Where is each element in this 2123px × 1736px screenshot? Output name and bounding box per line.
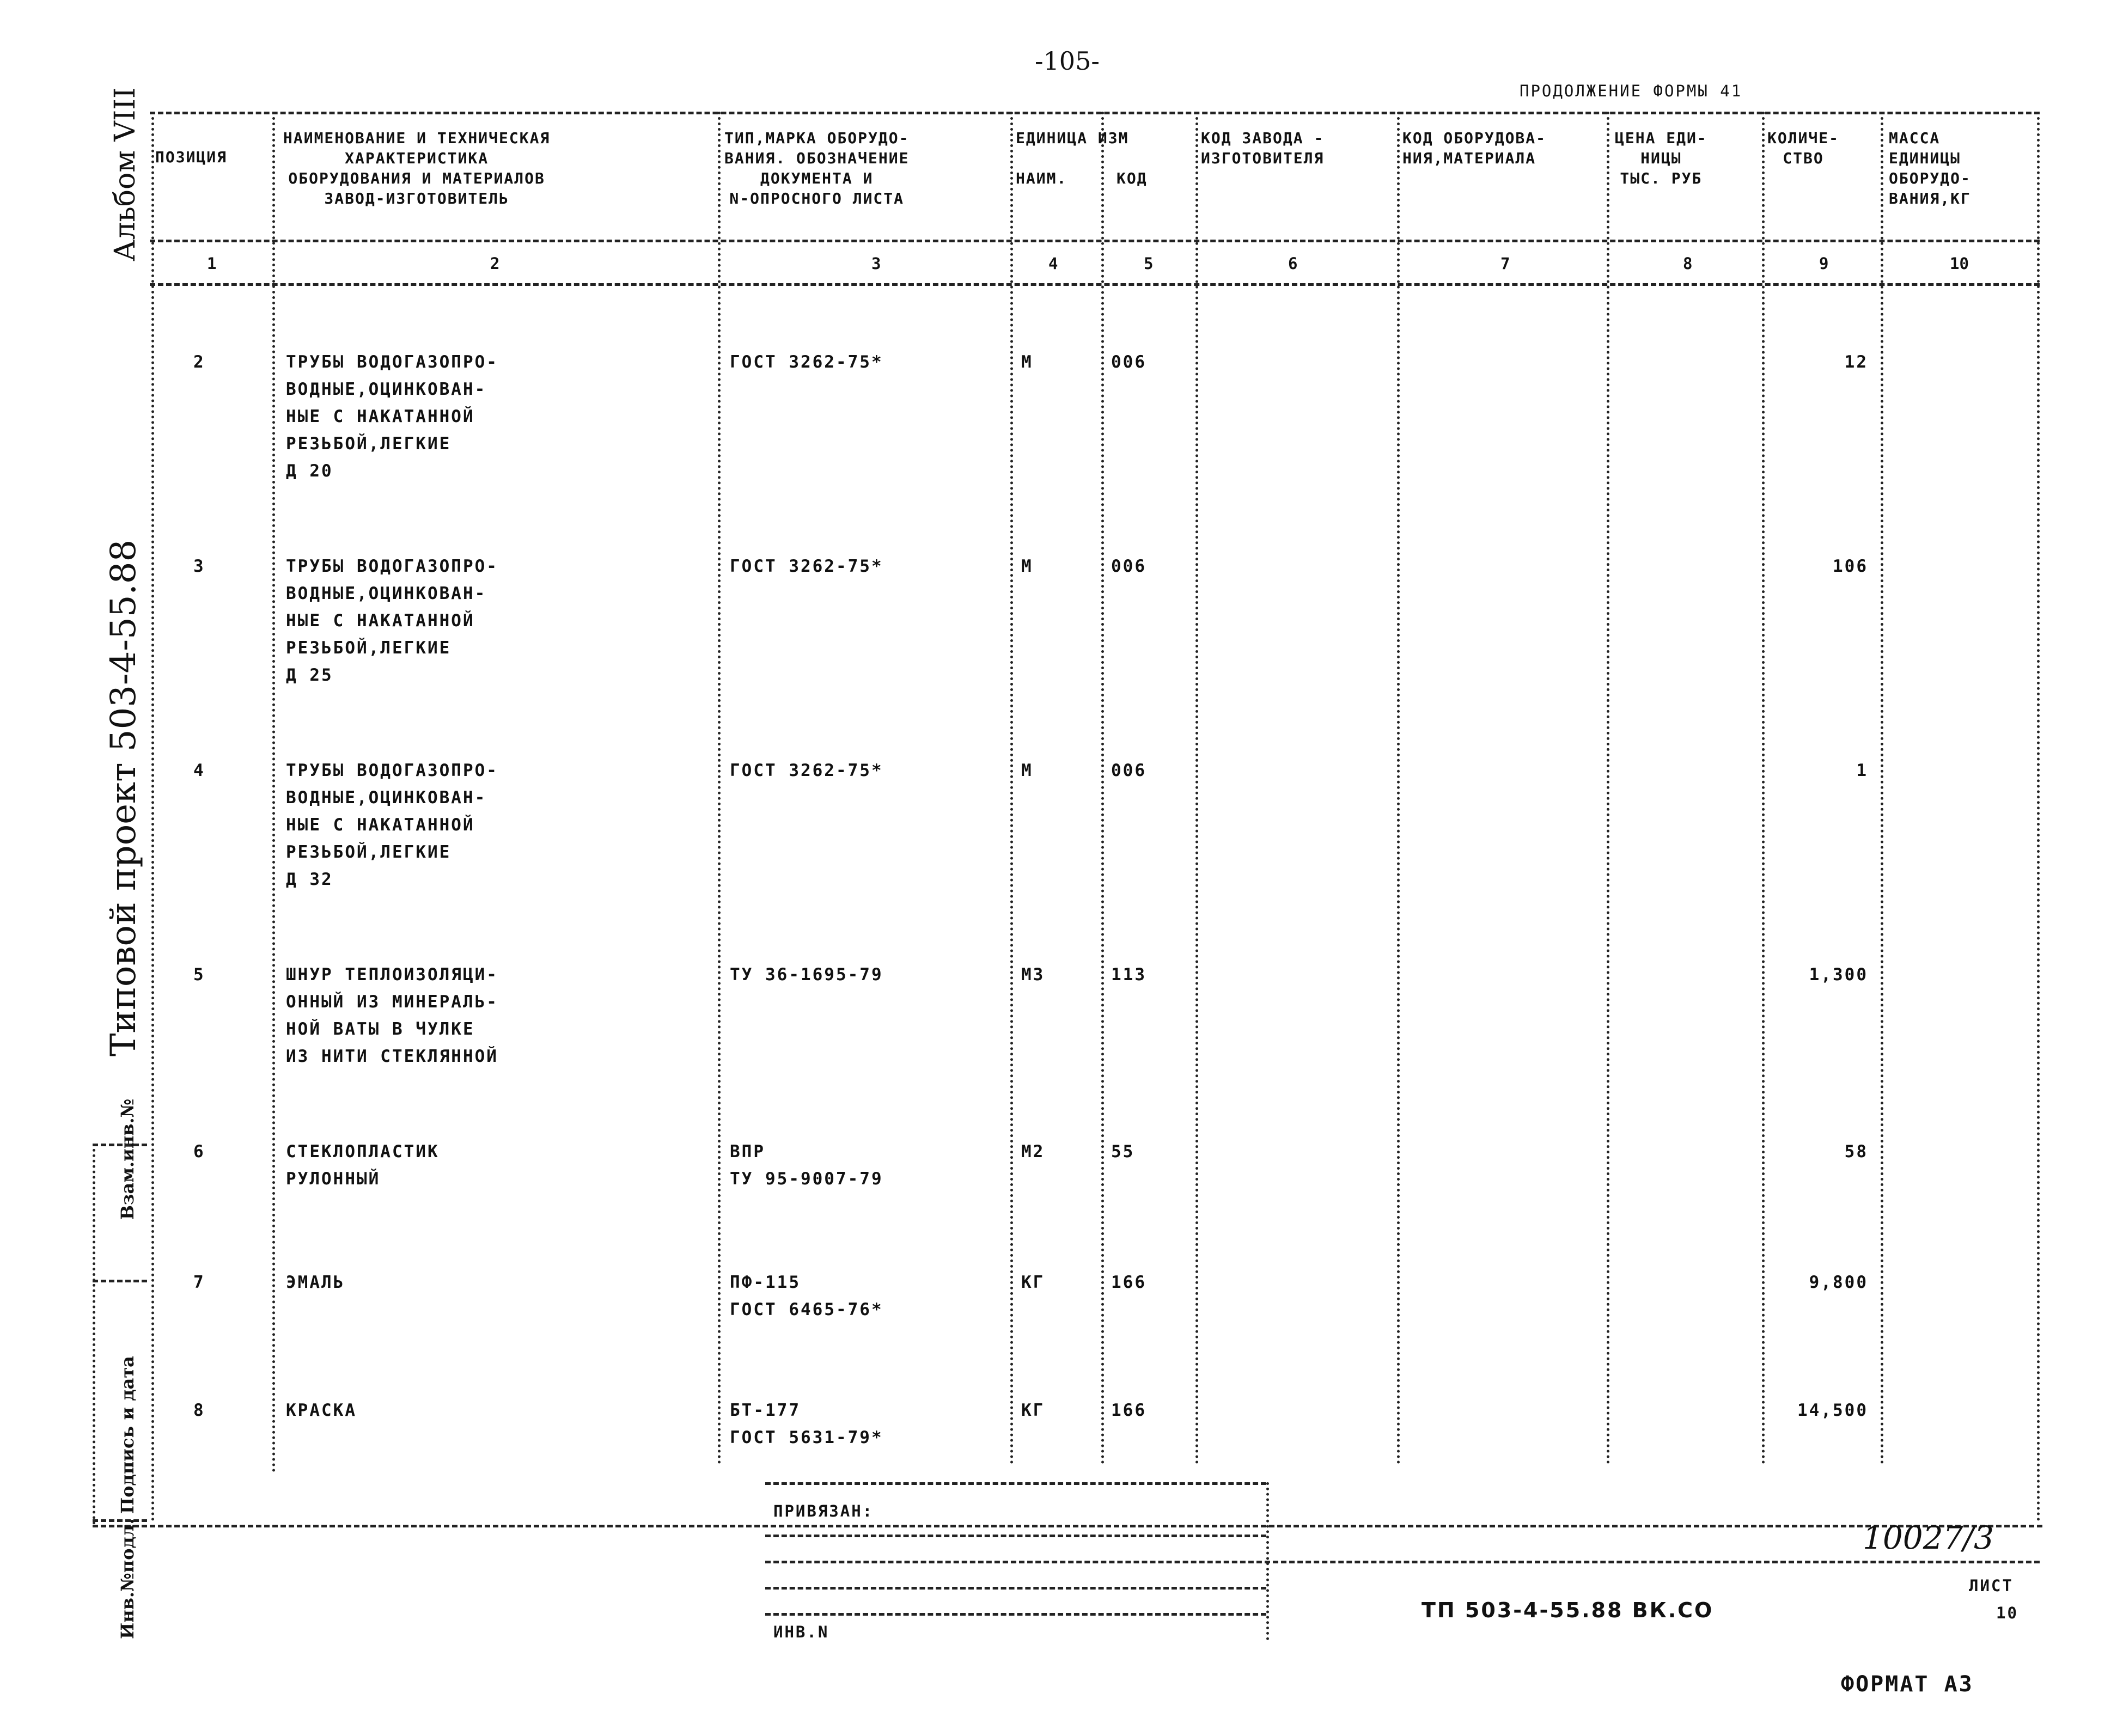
header-col-10: МАССА ЕДИНИЦЫ ОБОРУДО- ВАНИЯ,КГ [1889,129,1971,207]
row-unit: М [1021,761,1033,780]
row-unit: М [1021,557,1033,576]
row-pos: 7 [193,1273,205,1292]
header-col-2: НАИМЕНОВАНИЕ И ТЕХНИЧЕСКАЯ ХАРАКТЕРИСТИКА ОБОРУДОВАНИЯ И МАТЕРИАЛОВ ЗАВОД-ИЗГОТОВИТЕЛЬ [283,129,551,207]
header-col-3: ТИП,МАРКА ОБОРУДО- ВАНИЯ. ОБОЗНАЧЕНИЕ ДОКУМЕНТА И N-ОПРОСНОГО ЛИСТА [724,129,910,207]
row-name: СТЕКЛОПЛАСТИК РУЛОННЫЙ [286,1142,440,1189]
header-col-6: КОД ЗАВОДА - ИЗГОТОВИТЕЛЯ [1201,129,1325,167]
col-sep-5 [1101,112,1104,1465]
col-sep-1 [151,112,154,1522]
row-unit: М [1021,352,1033,372]
row-pos: 8 [193,1401,205,1420]
project-label: Типовой проект 503-4-55.88 [103,539,144,1056]
row-type: ГОСТ 3262-75* [730,557,883,576]
colnum-5: 5 [1144,254,1154,273]
podpis-label: Подпись и дата [117,1356,138,1514]
row-type: БТ-177 ГОСТ 5631-79* [730,1401,883,1447]
row-unit: КГ [1021,1401,1045,1420]
side-sep-3 [93,1519,147,1522]
privyazan-label: ПРИВЯЗАН: [773,1502,874,1520]
continuation-label: ПРОДОЛЖЕНИЕ ФОРМЫ 41 [1520,82,1743,100]
col-sep-9 [1762,112,1765,1465]
row-type: ВПР ТУ 95-9007-79 [730,1142,883,1189]
header-col-8: ЦЕНА ЕДИ- НИЦЫ ТЫС. РУБ [1615,129,1707,187]
stamp-line-3 [765,1587,1266,1590]
row-unit: М2 [1021,1142,1045,1162]
row-unit: М3 [1021,965,1045,985]
album-label: Альбом VIII [109,87,142,261]
row-type: ТУ 36-1695-79 [730,965,883,985]
vzam-label: Взам.инв.№ [117,1098,138,1220]
row-code: 006 [1111,761,1146,780]
row-code: 166 [1111,1401,1146,1420]
row-pos: 2 [193,352,205,372]
row-pos: 5 [193,965,205,985]
row-pos: 6 [193,1142,205,1162]
stamp-sep [1266,1482,1269,1640]
row-type: ГОСТ 3262-75* [730,352,883,372]
row-qty: 9,800 [1809,1273,1868,1292]
row-name: КРАСКА [286,1401,357,1420]
header-bottom-border [150,240,2040,242]
row-type: ГОСТ 3262-75* [730,761,883,780]
stamp-line-1 [765,1535,1266,1537]
row-name: ТРУБЫ ВОДОГАЗОПРО- ВОДНЫЕ,ОЦИНКОВАН- НЫЕ С НАКАТАННОЙ РЕЗЬБОЙ,ЛЕГКИЕ Д 25 [286,557,498,685]
col-sep-4 [1010,112,1013,1465]
colnum-8: 8 [1683,254,1693,273]
colnum-6: 6 [1288,254,1298,273]
row-qty: 1,300 [1809,965,1868,985]
col-sep-8 [1607,112,1609,1465]
header-col-4: ЕДИНИЦА ИЗМ НАИМ. [1016,129,1129,187]
stamp-line-4 [765,1613,1266,1616]
row-qty: 14,500 [1797,1401,1868,1420]
col-sep-right [2037,112,2040,1522]
row-name: ШНУР ТЕПЛОИЗОЛЯЦИ- ОННЫЙ ИЗ МИНЕРАЛЬ- НОЙ ВАТЫ В ЧУЛКЕ ИЗ НИТИ СТЕКЛЯННОЙ [286,965,498,1066]
table-bottom-border [93,1525,2042,1527]
row-pos: 4 [193,761,205,780]
colnum-1: 1 [207,254,217,273]
row-name: ЭМАЛЬ [286,1273,345,1292]
colnum-2: 2 [490,254,500,273]
format-label: ФОРМАТ А3 [1841,1672,1974,1697]
doc-code: ТП 503-4-55.88 ВК.СО [1422,1598,1714,1622]
stamp-top-border [765,1482,1266,1485]
page-number: -105- [1035,46,1100,76]
row-qty: 106 [1833,557,1868,576]
header-col-7: КОД ОБОРУДОВА- НИЯ,МАТЕРИАЛА [1402,129,1547,167]
colnum-10: 10 [1950,254,1969,273]
sheet-label: ЛИСТ [1969,1576,2014,1595]
col-sep-3 [718,112,721,1465]
row-code: 113 [1111,965,1146,985]
table-top-border [150,112,2040,114]
row-qty: 58 [1844,1142,1868,1162]
colnum-3: 3 [871,254,881,273]
colnum-bottom-border [150,283,2040,286]
inv-podl-label: Инв.№подл. [117,1518,138,1639]
row-unit: КГ [1021,1273,1045,1292]
col-sep-7 [1397,112,1400,1465]
row-code: 55 [1111,1142,1135,1162]
row-name: ТРУБЫ ВОДОГАЗОПРО- ВОДНЫЕ,ОЦИНКОВАН- НЫЕ С НАКАТАННОЙ РЕЗЬБОЙ,ЛЕГКИЕ Д 20 [286,352,498,481]
handwritten-number: 10027/3 [1863,1519,1994,1556]
row-qty: 12 [1844,352,1868,372]
side-left-border [93,1144,95,1525]
row-code: 166 [1111,1273,1146,1292]
row-code: 006 [1111,352,1146,372]
sheet-number: 10 [1996,1604,2018,1622]
colnum-7: 7 [1500,254,1510,273]
stamp-line-2 [765,1561,2040,1563]
header-col-5: КОД [1117,169,1148,187]
row-qty: 1 [1856,761,1868,780]
inv-label: ИНВ.N [773,1623,829,1641]
colnum-4: 4 [1048,254,1058,273]
header-col-9: КОЛИЧЕ- СТВО [1767,129,1840,167]
row-type: ПФ-115 ГОСТ 6465-76* [730,1273,883,1319]
side-sep-1 [93,1144,147,1146]
row-code: 006 [1111,557,1146,576]
col-sep-2 [272,112,275,1473]
col-sep-6 [1195,112,1198,1465]
side-sep-2 [93,1280,147,1282]
colnum-9: 9 [1819,254,1829,273]
row-name: ТРУБЫ ВОДОГАЗОПРО- ВОДНЫЕ,ОЦИНКОВАН- НЫЕ С НАКАТАННОЙ РЕЗЬБОЙ,ЛЕГКИЕ Д 32 [286,761,498,889]
row-pos: 3 [193,557,205,576]
header-col-1: ПОЗИЦИЯ [155,148,228,166]
col-sep-10 [1881,112,1883,1465]
